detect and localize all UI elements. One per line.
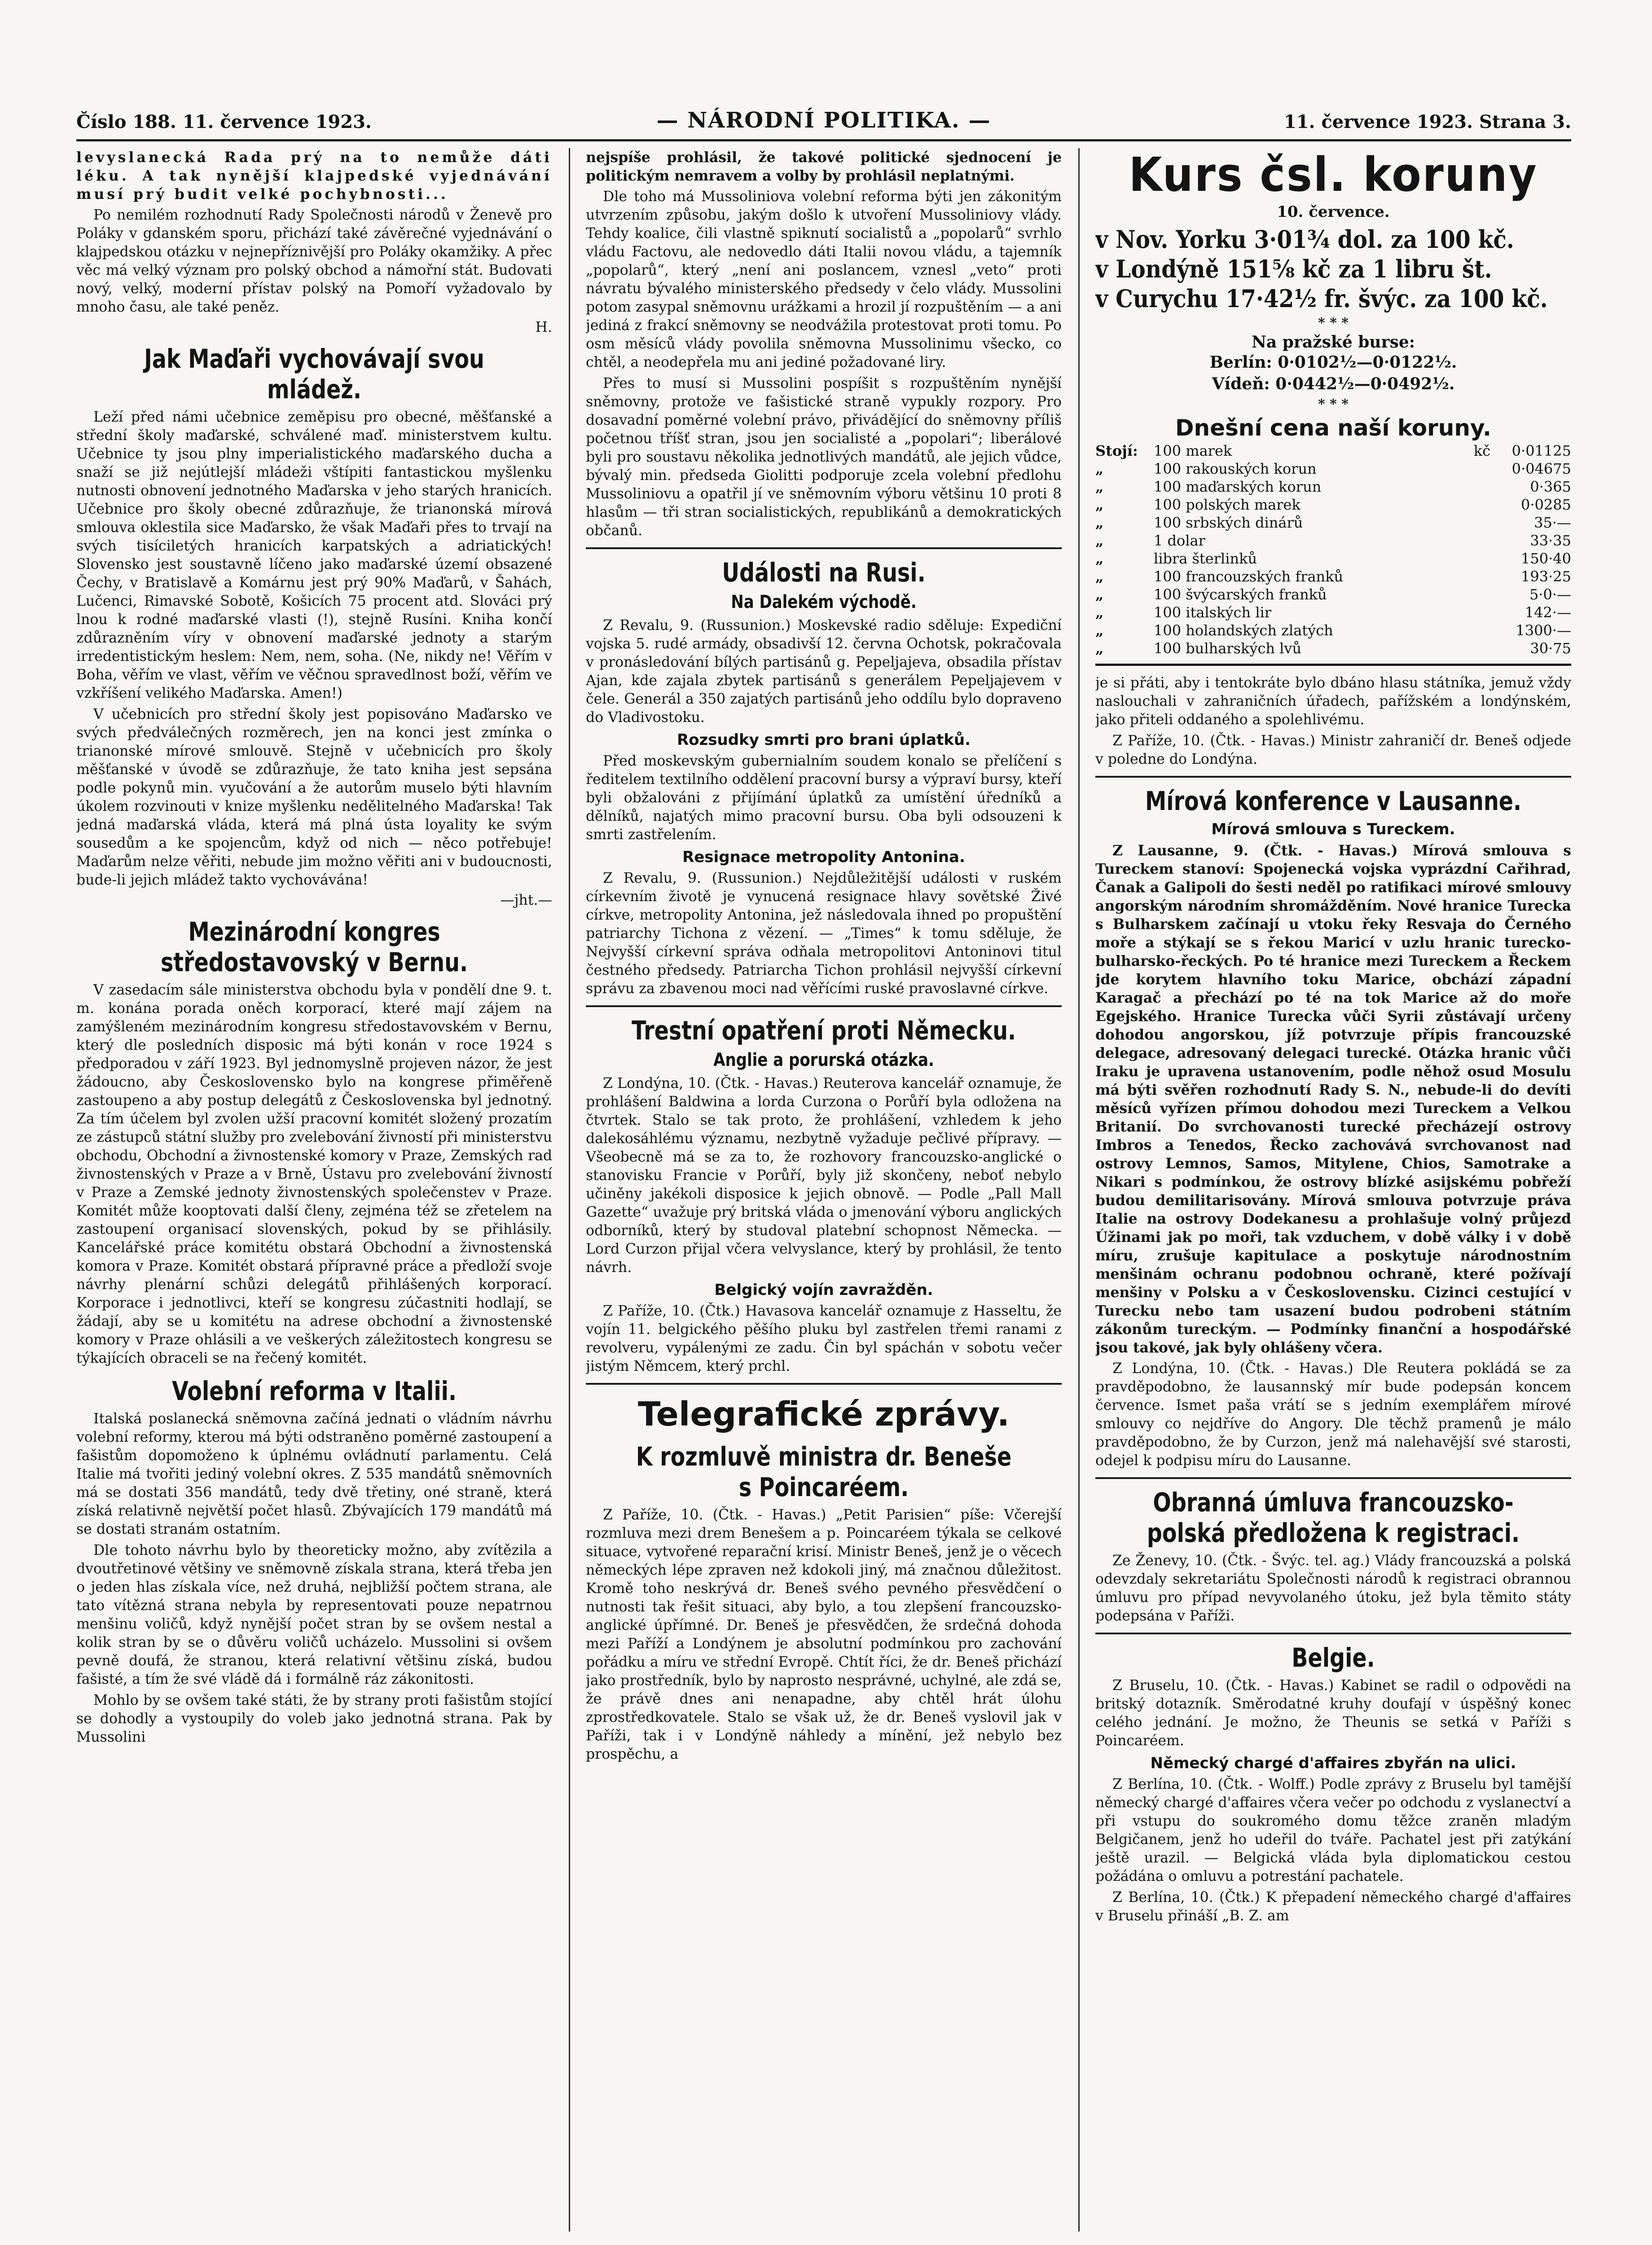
rate-unit xyxy=(1468,603,1490,621)
article-paragraph: Z Paříže, 10. (Čtk.) Havasova kancelář oznamuje z Hasseltu, že vojín 11. belgického pěšího pluku byl zastřelen třemi ranami z revolveru, vypálenými ze zadu. Čin byl spáchán v sobotu večer jistým Němcem, který prchl. xyxy=(586,1303,1062,1374)
rate-unit xyxy=(1468,550,1490,568)
article-paragraph: Z Londýna, 10. (Čtk. - Havas.) Dle Reutera pokládá se za pravděpodobno, že lausannský mír bude podepsán koncem července. Ismet paša vrátí se s jedním exemplářem mírové smlouvy co nejdříve do Angory. Dle těchž pramenů je málo pravděpodobno, že by Curzon, jenž má nalehavější své starosti, odejel k podpisu míru do Lausanne. xyxy=(1095,1360,1571,1469)
article-signature: H. xyxy=(535,319,552,335)
article-paragraph: Před moskevským gubernialním soudem konalo se přelíčení s ředitelem textilního oddělení pracovní bursy a výpraví bursy, kteří byli obžalováni z přijímání úplatků za umístění úředníků a dělníků, najatých mimo pracovní bursu. Oba byli odsouzeni k smrti zastřelením. xyxy=(586,753,1062,843)
article-headline: Obranná úmluva francouzsko-polská předložena k registraci. xyxy=(1147,1487,1520,1548)
section-divider xyxy=(586,1383,1062,1385)
currency-box xyxy=(1095,148,1571,666)
rate-row xyxy=(1095,442,1571,460)
rate-row xyxy=(1095,568,1571,585)
article-headline: Trestní opatření proti Německu. xyxy=(631,1015,1016,1046)
rate-value: 142·— xyxy=(1525,604,1571,621)
article-subheadline: Anglie a porurská otázka. xyxy=(713,1050,934,1070)
page-info: 11. července 1923. Strana 3. xyxy=(1283,111,1571,132)
rate-row xyxy=(1095,639,1571,657)
rates-title: Dnešní cena naší koruny. xyxy=(1175,415,1491,441)
rate-lead: „ xyxy=(1095,496,1104,513)
rate-currency: 100 švýcarských franků xyxy=(1154,586,1327,603)
column-1 xyxy=(76,148,552,2232)
rate-row xyxy=(1095,514,1571,532)
minor-headline: Německý chargé d'affaires zbyřán na ulici. xyxy=(1150,1754,1516,1772)
article-paragraph: Dle tohoto návrhu bylo by theoreticky možno, aby zvítězila a dvoutřetinové většiny ve sněmovně získala strana, která třeba jen o jeden hlas získala více, než druhá, nejbližší počtem strana, ale tato vítězná strana nebyla by representovati pouze nepatrnou menšinu voličů, když nynější počet stran by se ovšem nestal a kolik stran by se o důvěru voličů ucházelo. Mussolini si ovšem pevně doufá, že stranou, která relativní většinu získá, budou fašisté, a tím že své vládě dá i formálně ráz zákonitosti. xyxy=(76,1542,552,1687)
rate-unit xyxy=(1468,460,1490,478)
article-headline: Mírová konference v Lausanne. xyxy=(1145,786,1522,816)
section-divider xyxy=(1095,1633,1571,1634)
column-3 xyxy=(1095,148,1571,2232)
rate-row xyxy=(1095,550,1571,568)
rate-unit xyxy=(1468,568,1490,585)
exchange-rate-line: v Nov. Yorku 3·01¾ dol. za 100 kč. xyxy=(1095,225,1514,254)
rate-currency: 100 polských marek xyxy=(1154,496,1301,513)
article-headline: K rozmluvě ministra dr. Beneše s Poincaréem. xyxy=(636,1441,1012,1502)
article-headline: Mezinárodní kongres středostavovský v Bernu. xyxy=(160,916,468,977)
article-paragraph: Z Paříže, 10. (Čtk. - Havas.) „Petit Parisien“ píše: Včerejší rozmluva mezi drem Benešem a p. Poincaréem týkala se celkové situace, vytvořené reparační krisí. Ministr Beneš, jenž je o věcech německých lépe zpraven než kdokoli jiný, má značnou důležitost. Kromě toho neskrývá dr. Beneš svého pevného přesvědčení o nutnosti tak řešit situaci, aby bylo, a tou zlepšení francouzsko-anglické úpřímné. Dr. Beneš je přesvědčen, že srdečná dohoda mezi Paříží a Londýnem je absolutní podmínkou pro zachování pořádku a míru ve střední Evropě. Chtít říci, že dr. Beneš přichází jako prostředník, bylo by naprosto nesprávné, uchylné, ale zdá se, že právě dnes ani nenapadne, aby chtěl hrát úlohu zprostředkovatele. Stalo se však už, že dr. Beneš vyslovil jak v Paříži, tak i v Londýně náhledy a mínění, jež nebylo bez prospěchu, a xyxy=(586,1507,1062,1762)
rate-value: 35·— xyxy=(1534,514,1571,531)
rate-row xyxy=(1095,585,1571,603)
article-paragraph: Mohlo by se ovšem také státi, že by strany proti fašistům stojící se dohodly a vystoupily do voleb jako jednotná strana. Pak by Mussolini xyxy=(76,1692,552,1745)
rate-unit xyxy=(1468,496,1490,514)
burse-line: Vídeň: 0·0442½—0·0492½. xyxy=(1212,374,1455,393)
separator-stars: * * * xyxy=(1318,396,1349,412)
rate-currency: 100 maďarských korun xyxy=(1154,478,1322,495)
minor-headline: Resignace metropolity Antonina. xyxy=(682,848,965,866)
newspaper-page xyxy=(76,103,1571,2245)
article-subheadline: Mírová smlouva s Tureckem. xyxy=(1211,820,1455,838)
rate-lead: „ xyxy=(1095,478,1104,495)
rate-value: 0·04675 xyxy=(1511,460,1571,477)
exchange-rate-line: v Curychu 17·42½ fr. švýc. za 100 kč. xyxy=(1095,284,1548,313)
rate-value: 0·0285 xyxy=(1521,496,1571,513)
article-paragraph: Leží před námi učebnice zeměpisu pro obecné, měšťanské a střední školy maďarské, schválené maď. ministerstvem kultu. Učebnice ty jsou plny imperialistického maďarského ducha a snaží se již nejútlejší mládeži vštípiti fantastickou myšlenku nutnosti obnovení jednotného Maďarska v jeho starých hranicích. Učebnice pro školy obecné zdůrazňuje, že trianonská mírová smlouva oklestila sice Maďarsko, že však Maďaři přes to trvají na svých tisíciletých hranicích karpatských a adriatických! Slovensko jest soustavně líčeno jako maďarské území obsazené Čechy, v Bratislavě a Komárnu jest prý 90% Maďarů, v Šahách, Lučenci, Rimavské Sobotě, Košicích 75 procent atd. Slováci prý lnou k rodné maďarské vlasti (!), stejně Rusíni. Kniha končí zdůrazněním víry v obnovení maďarské jednoty a starým irredentistickým heslem: Nem, nem, soha. (Ne, nikdy ne! Věřím v Boha, věřím ve vlast, věřím ve věčnou spravedlnost boží, věřím ve vzkříšení velikého Maďarska. Amen!) xyxy=(76,409,552,701)
article-signature: —jht.— xyxy=(500,892,552,908)
rate-value: 33·35 xyxy=(1530,532,1571,549)
rate-lead: „ xyxy=(1095,640,1104,657)
rate-row xyxy=(1095,460,1571,478)
rate-currency: 100 bulharských lvů xyxy=(1154,640,1302,657)
rate-row xyxy=(1095,478,1571,496)
section-divider xyxy=(1095,1477,1571,1479)
rate-unit xyxy=(1468,639,1490,657)
section-title: Telegrafické zprávy. xyxy=(638,1395,1010,1434)
rate-value: 193·25 xyxy=(1521,568,1571,585)
rate-lead: „ xyxy=(1095,586,1104,603)
newspaper-title: — NÁRODNÍ POLITIKA. — xyxy=(656,108,991,133)
column-rule xyxy=(1078,148,1080,2232)
rate-value: 0·01125 xyxy=(1511,442,1571,459)
article-paragraph: V učebnicích pro střední školy jest popisováno Maďarsko ve svých předválečných rozměrech, jen na konci jest zmínka o trianonské mírové smlouvě. Stejně v učebnicích pro školy měšťanské v úvodě se zdůrazňuje, že tato kniha jest sepsána podle pokynů min. vyučování a že autorům muselo býti hlavním úkolem rozvinouti v knize myšlenku nedělitelného Maďarska! Tak jedná maďarská vláda, která má plná ústa loyality ke svým sousedům a ke spojencům, když od nich — něco potřebuje! Maďarům nelze věřiti, nebude jim možno věřiti ani v budoucnosti, bude-li jejich mládež takto vychovávána! xyxy=(76,706,552,888)
rates-table xyxy=(1095,442,1571,657)
rate-currency: 100 italských lir xyxy=(1154,604,1272,621)
article-paragraph: Z Bruselu, 10. (Čtk. - Havas.) Kabinet se radil o odpovědi na britský dotazník. Směrodatné kruhy doufají v úspěšný konec celého jednání. Je možno, že Theunis se setká v Paříži s Poincaréem. xyxy=(1095,1677,1571,1749)
article-paragraph: Z Paříže, 10. (Čtk. - Havas.) Ministr zahraničí dr. Beneš odjede v poledne do Londýna. xyxy=(1095,733,1571,767)
section-divider xyxy=(586,547,1062,549)
rate-unit xyxy=(1468,621,1490,639)
article-paragraph: Dle toho má Mussoliniova volební reforma býti jen zákonitým utvrzením způsobu, jakým došlo k utvoření Mussoliniovy vlády. Tehdy koalice, čili vlastně spiknutí socialistů a „popolarů“ svrhlo vládu Factovu, ale nedovedlo dáti Italii novou vládu, a tajemník „popolarů“, který „není ani poslancem, vznesl „veto“ proti návratu bývalého ministerského předsedy v čelo vlády. Mussolini potom zasypal sněmovnu urážkami a hrozil jí rozpuštěním — a ani jediná z frakcí sněmovny se neodvážila protestovat proti tomu. Po osm měsíců vlády povolila sněmovna Mussolinimu všecko, co chtěl, a neodepřela mu ani jediné požadované liry. xyxy=(586,189,1062,370)
rate-value: 1300·— xyxy=(1516,622,1571,639)
article-paragraph: Z Revalu, 9. (Russunion.) Nejdůležitější události v ruském církevním životě je vynucená resignace hlavy sovětské Živé církve, metropolity Antonina, jež následovala ihned po propuštění patriarchy Tichona z vězení. — „Times“ k tomu sděluje, že Nejvyšší církevní správa odňala metropolitovi Antoninovi titul čestného předsedy. Patriarcha Tichon prohlásil nejvyšší církevní správu za zbavenou moci nad věřícími ruské pravoslavné církve. xyxy=(586,870,1062,997)
rate-lead: „ xyxy=(1095,568,1104,585)
column-rule xyxy=(569,148,570,2232)
minor-headline: Rozsudky smrti pro brani úplatků. xyxy=(677,731,971,749)
continuation-text: nejspíše prohlásil, že takové politické sjednocení je politickým nemravem a volby by prohlásil neplatnými. xyxy=(586,149,1062,184)
article-headline: Jak Maďaři vychovávají svou mládež. xyxy=(144,343,484,405)
rate-currency: 1 dolar xyxy=(1154,532,1205,549)
currency-box-title: Kurs čsl. koruny xyxy=(1129,148,1538,202)
article-paragraph: V zasedacím sále ministerstva obchodu byla v pondělí dne 9. t. m. konána porada oněch korporací, které mají zájem na zamýšleném mezinárodním kongresu středostavovském v Bernu, který dle posledních disposic má býti konán v roce 1924 s předporadou v září 1923. Byl jednomyslně projeven názor, že jest žádoucno, aby Československo bylo na kongrese přiměřeně zastoupeno a aby postup delegátů z Československa byl jednotný. Za tím účelem byl zvolen užší pracovní komitét složený prozatím ze zástupců státní služby pro zvelebování živností při ministerstvu obchodu, Obchodní a živnostenské komory v Praze, Zemských rad živnostenských v Praze a v Brně, Ústavu pro zvelebování živností v Praze a Zemské jednoty živnostenských společenstev v Praze. Komitét může kooptovati další členy, zejména též se zřetelem na zastoupení organisací slovenských, pokud by se přihlásily. Kancelářské práce komitétu obstará Obchodní a živnostenská komora v Praze. Komitét obstará přípravné práce a předloží svoje návrhy plenární schůzi delegátů přihlášených korporací. Korporace i jednotlivci, kteří se kongresu zúčastniti hodlají, se žádají, aby se u komitétu na adrese obchodní a živnostenské komory v Praze ohlásili a ve veškerých záležitostech kongresu se týkajících obraceli se na řečený komitét. xyxy=(76,982,552,1366)
minor-headline: Belgický vojín zavražděn. xyxy=(714,1281,933,1299)
section-divider xyxy=(1095,776,1571,778)
article-paragraph: Z Revalu, 9. (Russunion.) Moskevské radio sděluje: Expediční vojska 5. rudé armády, obsadivší 12. června Ochotsk, pokračovala v pronásledování bílých partisánů g. Pepeljajeva, obsadila přístav Ajan, kde zajala zbytek partisánů s generálem Pepeljajevem v čele. Generál a 350 zajatých partisánů jeho oddílu bylo dopraveno do Vladivostoku. xyxy=(586,617,1062,726)
rate-value: 5·0·— xyxy=(1529,586,1571,603)
article-headline: Události na Rusi. xyxy=(722,557,926,588)
rate-value: 150·40 xyxy=(1521,550,1571,567)
rate-value: 30·75 xyxy=(1530,640,1571,657)
rate-currency: 100 holandských zlatých xyxy=(1154,622,1333,639)
rate-lead: „ xyxy=(1095,550,1104,567)
rate-row xyxy=(1095,532,1571,550)
issue-info: Číslo 188. 11. července 1923. xyxy=(76,111,372,132)
rate-value: 0·365 xyxy=(1530,478,1571,495)
rate-unit: kč xyxy=(1473,442,1490,459)
column-2 xyxy=(586,148,1062,2232)
rate-lead: „ xyxy=(1095,604,1104,621)
rate-lead: „ xyxy=(1095,532,1104,549)
article-headline: Volební reforma v Italii. xyxy=(171,1376,457,1406)
article-headline: Belgie. xyxy=(1292,1642,1375,1673)
separator-stars: * * * xyxy=(1318,315,1349,331)
continuation-text: levyslanecká Rada prý na to nemůže dáti léku. A tak nynější klajpedské vyjednávání musí prý budit velké pochybnosti... xyxy=(76,149,552,202)
exchange-rate-line: v Londýně 151⅝ kč za 1 libru št. xyxy=(1095,255,1492,283)
article-paragraph: Z Londýna, 10. (Čtk. - Havas.) Reuterova kancelář oznamuje, že prohlášení Baldwina a lorda Curzona o Porůří byla odložena na čtvrtek. Stalo se tak proto, že prohlášení, vzhledem k jeho dalekosáhlému významu, nezbytně vyžaduje pečlivé přípravy. — Všeobecně má se za to, že rozhovory francouzsko-anglické o stanovisku Francie v Porůří, byly již skončeny, neboť nebylo učiněny jakékoli disposice k jejich obnově. — Podle „Pall Mall Gazette“ uvažuje prý britská vláda o jmenování výboru anglických odborníků, který by studoval platební schopnost Německa. — Lord Curzon přijal včera velvyslance, který by prohlásil, že tento návrh. xyxy=(586,1075,1062,1276)
rate-lead: „ xyxy=(1095,514,1104,531)
article-paragraph: Ze Ženevy, 10. (Čtk. - Švýc. tel. ag.) Vlády francouzská a polská odevzdaly sekretariátu Společnosti národů k registraci obrannou úmluvu pro případ nevyvolaného útoku, jež byla těmito státy podepsána v Paříži. xyxy=(1095,1553,1571,1624)
article-paragraph: Přes to musí si Mussolini pospíšit s rozpuštěním nynější sněmovny, protože ve fašistické straně vypukly rozpory. Pro dosavadní poměrné volební právo, přivádějící do sněmovny příliš početnou tříšť stran, jsou jen socialisté a „popolari“; liberálové byli pro soustavu několika jednotlivých mandátů, ale jejich vůdce, bývalý min. předseda Giolitti podporuje zcela volební předlohu Mussoliniovu a opatřil jí ve sněmovním výboru většinu 10 proti 8 hlasům — tři stran socialistických, republikánů a demokratických občanů. xyxy=(586,375,1062,539)
rate-unit xyxy=(1468,478,1490,496)
rate-currency: 100 rakouských korun xyxy=(1154,460,1317,477)
masthead xyxy=(76,103,1571,141)
rate-currency: libra šterlinků xyxy=(1154,550,1257,567)
article-paragraph: Italská poslanecká sněmovna začíná jednati o vládním návrhu volební reformy, kterou má býti odstraněno poměrné zastoupení a fašistům dopomoženo k úplnému ovládnutí parlamentu. Celá Italie má tvořiti jediný volební okres. Z 535 mandátů sněmovních má se dostati 356 mandátů, tedy dvě třetiny, oné straně, která získá relativně největší počet hlasů. Zbývajících 179 mandátů má se dostati stranám ostatním. xyxy=(76,1411,552,1537)
burse-title: Na pražské burse: xyxy=(1251,333,1415,352)
rate-lead: „ xyxy=(1095,622,1104,639)
rate-unit xyxy=(1468,585,1490,603)
rate-row xyxy=(1095,621,1571,639)
article-paragraph: Z Lausanne, 9. (Čtk. - Havas.) Mírová smlouva s Tureckem stanoví: Spojenecká vojska vyprázdní Cařihrad, Čanak a Galipoli do šesti neděl po ratifikaci mírové smlouvy angorským národním shromážděním. Nové hranice Turecka s Bulharskem začínají u vtoku řeky Resvaja do Černého moře a stýkají se s řekou Maricí v uzlu hranic turecko-bulharsko-řeckých. Po té hranice mezi Tureckem a Řeckem jde korytem hlavního toku Marice, obchází západní Karagač a přechází po té na tok Marice až do moře Egejského. Hranice Turecka vůči Syrii zůstávají určeny dohodou angorskou, jíž potvrzuje přípis francouzské delegace, adresovaný delegaci turecké. Otázka hranic vůči Iraku je upravena ustanovením, podle něhož osud Mosulu má býti svěřen rozhodnutí Rady S. N., nebude-li do devíti měsíců vyřízen přímou dohodou mezi Tureckem a Velkou Britanií. Do svrchovanosti turecké přecházejí ostrovy Imbros a Tenedos, Řecko zachovává svrchovanost nad ostrovy Lemnos, Samos, Mitylene, Chios, Samotrake a Nikari s podmínkou, že ostrovy blízké asijskému pobřeží budou demilitarisovány. Mírová smlouva potvrzuje práva Italie na ostrovy Dodekanesu a prohlašuje volný průjezd Úžinami jak po moři, tak vzduchem, v době války i v době míru, zrušuje kapitulace a poskytuje národnostním menšinám ochranu podobnou ochraně, které požívají menšiny v Polsku a v Československu. Cizinci cestující v Turecku nebo tam usazení budou podrobeni státním zákonům tureckým. — Podmínky finanční a hospodářské jsou takové, jak byly ohlášeny včera. xyxy=(1095,842,1571,1356)
rate-currency: 100 marek xyxy=(1154,442,1232,459)
article-subheadline: Na Dalekém východě. xyxy=(731,592,917,612)
rate-currency: 100 francouzských franků xyxy=(1154,568,1344,585)
rate-lead: „ xyxy=(1095,460,1104,477)
rate-currency: 100 srbských dinárů xyxy=(1154,514,1303,531)
rate-unit xyxy=(1468,514,1490,532)
article-paragraph: Z Berlína, 10. (Čtk. - Wolff.) Podle zprávy z Bruselu byl tamější německý chargé d'affaires včera večer po odchodu z vyslanectví a při vstupu do soukromého domu těžce zraněn mladým Belgičanem, jenž ho udeřil do tváře. Pachatel jest při zatýkání ještě urazil. — Belgická vláda byla diplomatickou cestou požádána o omluvu a potrestání pachatele. xyxy=(1095,1776,1571,1884)
rate-row xyxy=(1095,496,1571,514)
article-paragraph: Z Berlína, 10. (Čtk.) K přepadení německého chargé d'affaires v Bruselu přináší „B. Z. am xyxy=(1095,1889,1571,1924)
section-divider xyxy=(586,1005,1062,1007)
article-paragraph: Po nemilém rozhodnutí Rady Společnosti národů v Ženevě pro Poláky v gdanském sporu, přichází také závěrečné vyjednávání o klajpedskou otázku v nejnepříznivější pro Poláky okamžiky. A přec věc má velký význam pro polský obchod a námořní stát. Budovati nový, velký, moderní přístav polský na Pomoří vyžadovalo by mnoho času, ale také peněz. xyxy=(76,207,552,315)
burse-line: Berlín: 0·0102½—0·0122½. xyxy=(1209,353,1457,372)
rate-lead: Stojí: xyxy=(1095,442,1138,459)
rate-row xyxy=(1095,603,1571,621)
currency-date: 10. července. xyxy=(1277,203,1390,221)
rate-unit xyxy=(1468,532,1490,550)
continuation-text: je si přáti, aby i tentokráte bylo dbáno hlasu státníka, jemuž vždy naslouchali v zahraničních úřadech, pařížském a londýnském, jako přiteli oddaného a spolehlivému. xyxy=(1095,675,1571,728)
